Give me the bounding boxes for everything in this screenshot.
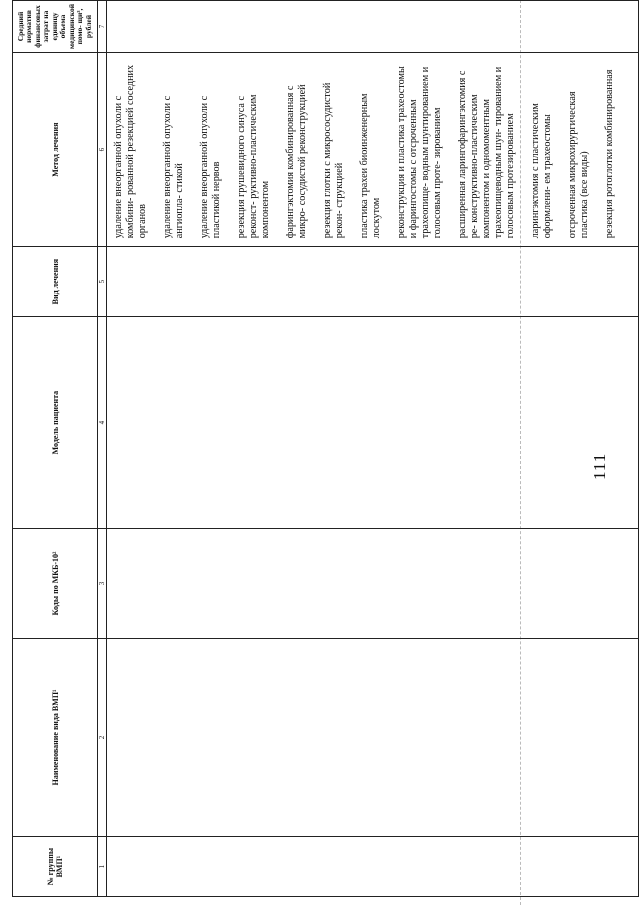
column-number: 4 — [98, 316, 107, 528]
method-item: резекция глотки с микрососудистой рекон- струкцией — [322, 82, 345, 239]
column-number: 7 — [98, 1, 107, 53]
header-group-no: № группы ВМП¹ — [13, 837, 98, 897]
method-item: резекция грушевидного синуса с реконст- руктивно-пластическим компонентом — [236, 94, 271, 239]
header-row — [13, 1, 98, 897]
header-cost-norm: Средний норматив финансовых затрат на единицу объема медицинской помо- щи³, рублей — [13, 1, 98, 53]
header-treatment-method: Метод лечения — [13, 53, 98, 247]
table-row — [107, 1, 639, 897]
cell-vmp-name — [107, 638, 639, 837]
method-item: расширенная ларингофарингэктомия с ре- конструктивно-пластическим компонентом и одномоментным трахеопищеводным шун- тированием и голосовым протезированием — [457, 66, 516, 239]
cell-patient-model — [107, 316, 639, 528]
method-item: пластика трахеи биоинженерным лоскутом — [359, 93, 382, 239]
method-item: резекция ротоглотки комбинированная — [604, 69, 615, 239]
column-number-row — [98, 1, 107, 897]
cell-cost-norm — [107, 1, 639, 53]
method-item: отсроченная микрохирургическая пластика (все виды) — [567, 91, 590, 239]
header-patient-model: Модель пациента — [13, 316, 98, 528]
cell-treatment-methods — [107, 53, 639, 247]
column-number: 6 — [98, 53, 107, 247]
column-number: 3 — [98, 529, 107, 638]
method-item: фарингэктомия комбинированная с микро- сосудистой реконструкцией — [285, 84, 308, 239]
page-number: 111 — [590, 452, 609, 480]
header-treatment-type: Вид лечения — [13, 247, 98, 317]
header-icd-codes: Коды по МКБ-10² — [13, 529, 98, 638]
method-item: удаление внеорганной опухоли с комбини- рованной резекцией соседних органов — [113, 64, 148, 239]
header-vmp-name: Наименование вида ВМП¹ — [13, 638, 98, 837]
method-item: ларингэктомия с пластическим оформлени- ем трахеостомы — [530, 103, 553, 239]
method-item: удаление внеорганной опухоли с пластикой нервов — [199, 95, 222, 239]
cell-group-no — [107, 837, 639, 897]
cell-treatment-type — [107, 247, 639, 317]
column-number: 2 — [98, 638, 107, 837]
cell-icd-codes — [107, 529, 639, 638]
vmp-table — [12, 0, 639, 897]
column-number: 5 — [98, 247, 107, 317]
column-number: 1 — [98, 837, 107, 897]
method-item: реконструкция и пластика трахеостомы и фарингостомы с отсроченным трахеопище- водным шунтированием и голосовым проте- зированием — [396, 66, 443, 239]
method-item: удаление внеорганной опухоли с ангиопла- стикой — [162, 95, 185, 239]
